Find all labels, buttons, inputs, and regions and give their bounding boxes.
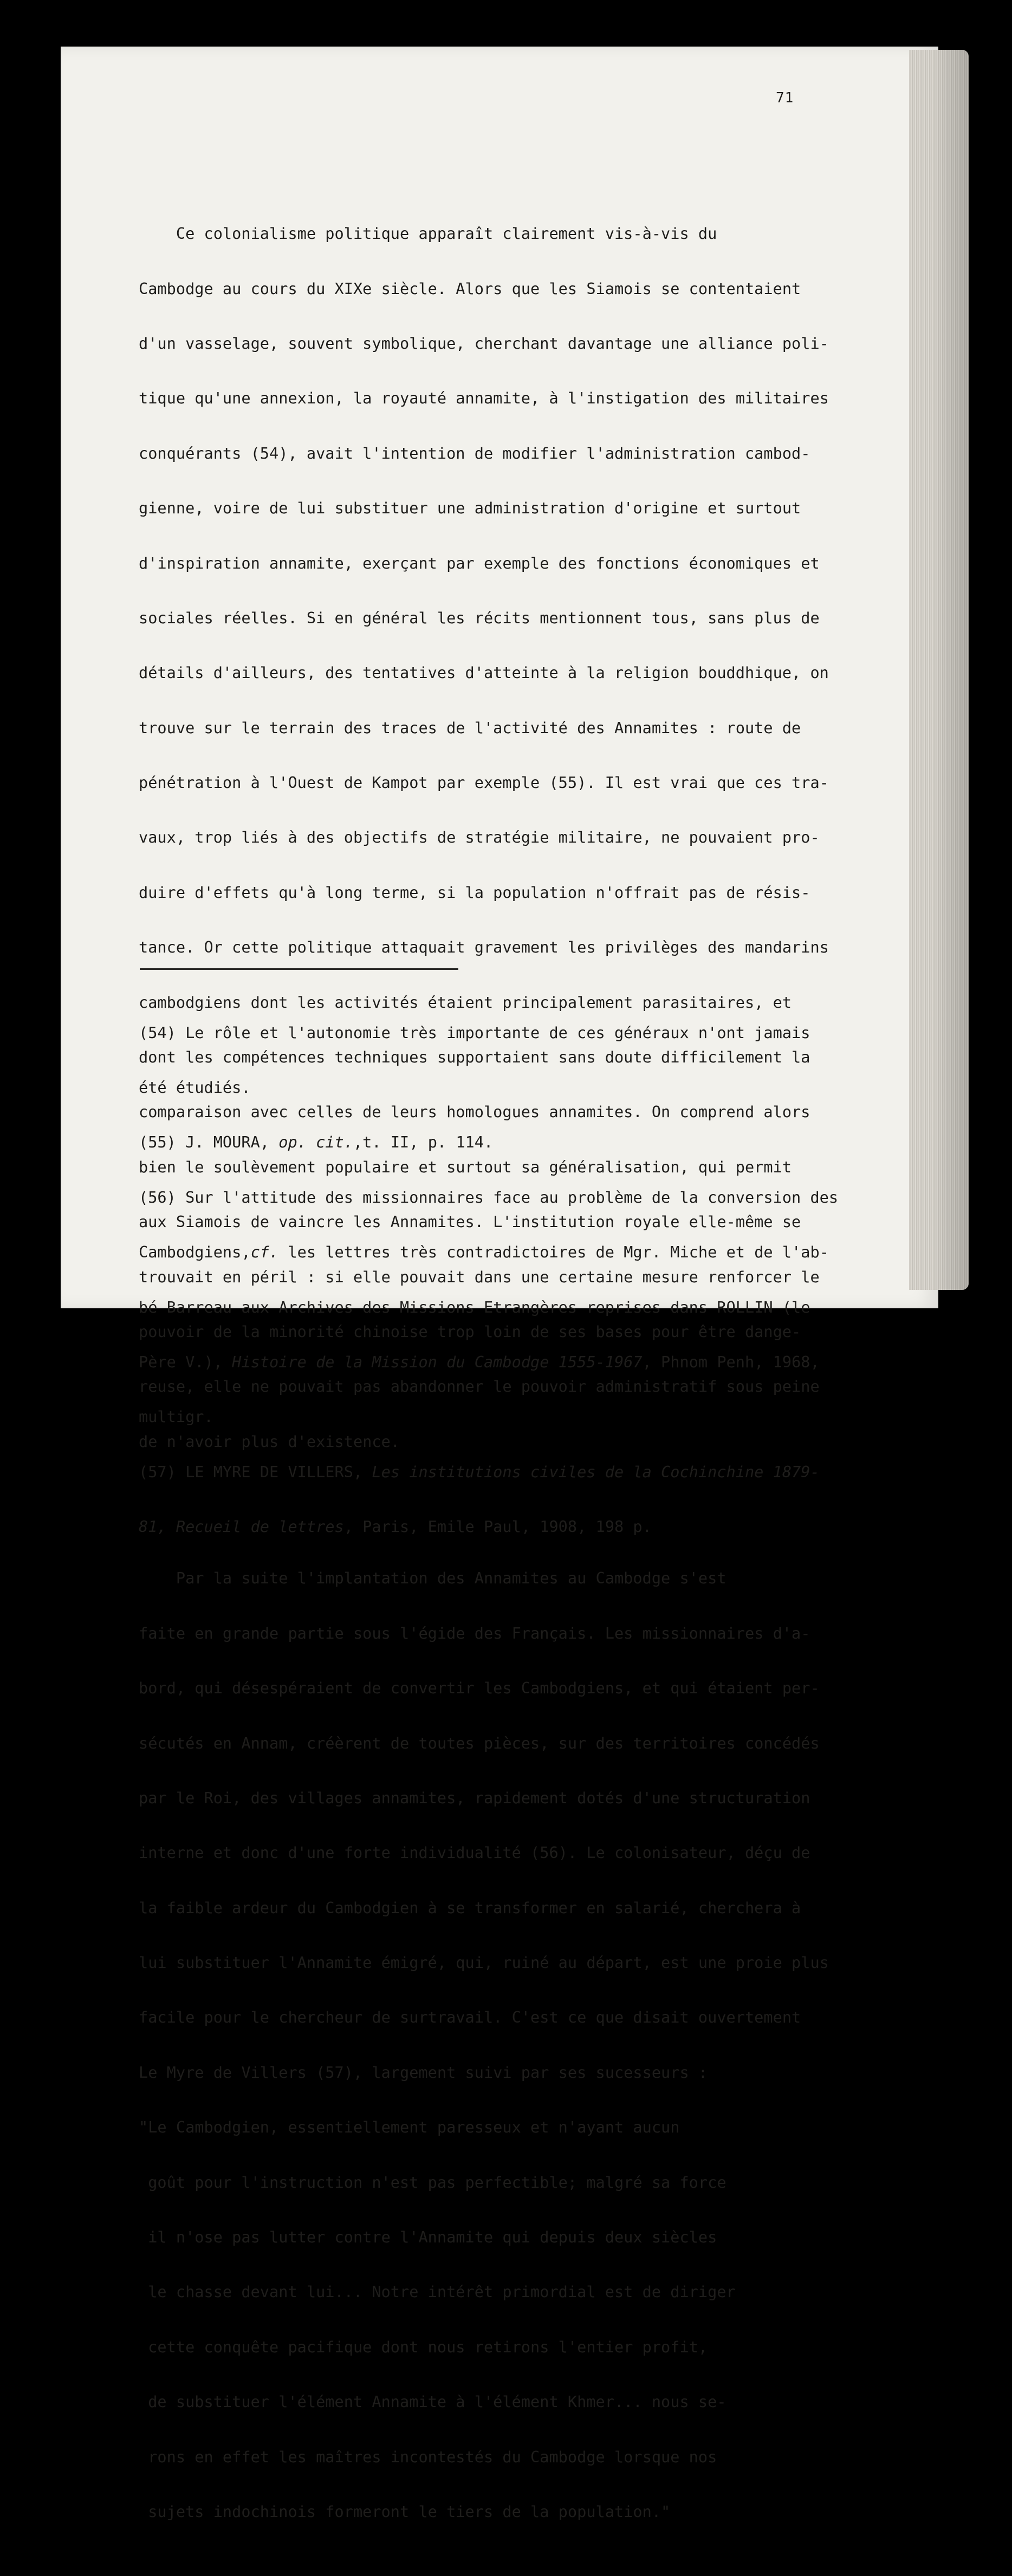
footnote-text: , Phnom Penh, 1968, [642, 1352, 820, 1371]
footnote-text: ,t. II, p. 114. [353, 1133, 494, 1152]
footnote-56-line: multigr. [139, 1407, 213, 1426]
footnote-56-line: bé Barreau aux Archives des Missions Etrangères reprises dans ROLLIN (le [139, 1297, 810, 1316]
footnote-text: Cambodgiens, [139, 1243, 251, 1262]
text-line: Le Myre de Villers (57), largement suivi par ses sucesseurs : [139, 2063, 708, 2082]
footnote-text: (55) J. MOURA, [139, 1133, 279, 1152]
footnote-54-line: (54) Le rôle et l'autonomie très importante de ces généraux n'ont jamais [139, 1023, 810, 1042]
text-line: bien le soulèvement populaire et surtout sa généralisation, qui permit [139, 1157, 792, 1176]
footnote-54-line: été étudiés. [139, 1078, 251, 1097]
footnote-55 [139, 1133, 821, 1152]
text-line: tique qu'une annexion, la royauté annamite, à l'instigation des militaires [139, 389, 829, 408]
text-line: sécutés en Annam, créèrent de toutes pièces, sur des territoires concédés [139, 1733, 820, 1752]
text-line: d'inspiration annamite, exerçant par exemple des fonctions économiques et [139, 553, 820, 572]
quote-line: le chasse devant lui... Notre intérêt primordial est de diriger [139, 2282, 736, 2301]
text-line: la faible ardeur du Cambodgien à se transformer en salarié, cherchera à [139, 1898, 801, 1917]
footnote-text: Père V.), [139, 1352, 232, 1371]
quote-line: de substituer l'élément Annamite à l'élément Khmer... nous se- [139, 2392, 726, 2411]
footnote-text: les lettres très contradictoires de Mgr. Miche et de l'ab- [278, 1243, 829, 1262]
footnote-italic: op. cit. [278, 1133, 353, 1152]
footnote-italic: cf. [250, 1243, 279, 1262]
footnote-italic: Histoire de la Mission du Cambodge 1555-1967 [232, 1352, 643, 1371]
footnote-56-line [139, 1353, 821, 1372]
quote-line: "Le Cambodgien, essentiellement paresseux et n'ayant aucun [139, 2118, 680, 2137]
footnotes [139, 987, 839, 1555]
text-line: duire d'effets qu'à long terme, si la population n'offrait pas de résis- [139, 883, 810, 902]
text-line: sociales réelles. Si en général les récits mentionnent tous, sans plus de [139, 608, 820, 627]
text-line: bord, qui désespéraient de convertir les Cambodgiens, et qui étaient per- [139, 1679, 820, 1698]
text-line: gienne, voire de lui substituer une administration d'origine et surtout [139, 499, 801, 518]
text-line: détails d'ailleurs, des tentatives d'atteinte à la religion bouddhique, on [139, 663, 829, 682]
footnote-57-line [139, 1518, 821, 1536]
text-line: conquérants (54), avait l'intention de modifier l'administration cambod- [139, 444, 810, 462]
footnote-text: , Paris, Emile Paul, 1908, 198 p. [343, 1517, 652, 1536]
text-line: faite en grande partie sous l'égide des Français. Les missionnaires d'a- [139, 1623, 810, 1642]
text-line: pouvoir de la minorité chinoise trop loin de ses bases pour être dange- [139, 1322, 801, 1341]
text-line: tance. Or cette politique attaquait gravement les privilèges des mandarins [139, 938, 829, 957]
text-line: de n'avoir plus d'existence. [139, 1432, 400, 1451]
text-line: pénétration à l'Ouest de Kampot par exemple (55). Il est vrai que ces tra- [139, 773, 829, 792]
quote-line: cette conquête pacifique dont nous retirons l'entier profit, [139, 2337, 708, 2356]
text-line: lui substituer l'Annamite émigré, qui, ruiné au départ, est une proie plus [139, 1953, 829, 1972]
text-line: reuse, elle ne pouvait pas abandonner le pouvoir administratif sous peine [139, 1377, 820, 1396]
text-line: aux Siamois de vaincre les Annamites. L'institution royale elle-même se [139, 1212, 801, 1231]
text-line: comparaison avec celles de leurs homologues annamites. On comprend alors [139, 1103, 810, 1121]
paragraph-2 [139, 1533, 829, 2558]
text-line: Cambodge au cours du XIXe siècle. Alors que les Siamois se contentaient [139, 279, 801, 298]
text-line: trouvait en péril : si elle pouvait dans une certaine mesure renforcer le [139, 1267, 820, 1286]
text-line: Par la suite l'implantation des Annamites au Cambodge s'est [139, 1569, 726, 1588]
text-line: d'un vasselage, souvent symbolique, cherchant davantage une alliance poli- [139, 334, 829, 353]
footnote-separator [140, 968, 458, 970]
text-line: trouve sur le terrain des traces de l'activité des Annamites : route de [139, 718, 801, 737]
page-edge-shadow [932, 50, 969, 1290]
footnote-italic: Les institutions civiles de la Cochinchine 1879- [372, 1462, 820, 1481]
footnote-text: (57) LE MYRE DE VILLERS, [139, 1462, 372, 1481]
quote-line: rons en effet les maîtres incontestés du Cambodge lorsque nos [139, 2447, 717, 2466]
text-line: facile pour le chercheur de surtravail. C'est ce que disait ouvertement [139, 2008, 801, 2027]
footnote-56-line [139, 1243, 829, 1262]
quote-line: goût pour l'instruction n'est pas perfectible; malgré sa force [139, 2173, 726, 2192]
footnote-56-line: (56) Sur l'attitude des missionnaires face au problème de la conversion des [139, 1188, 839, 1207]
text-line: interne et donc d'une forte individualité (56). Le colonisateur, déçu de [139, 1843, 810, 1862]
text-line: Ce colonialisme politique apparaît clairement vis-à-vis du [139, 224, 717, 243]
text-line: vaux, trop liés à des objectifs de stratégie militaire, ne pouvaient pro- [139, 828, 820, 847]
text-line: dont les compétences techniques supportaient sans doute difficilement la [139, 1048, 810, 1067]
page-number: 71 [776, 90, 794, 106]
quote-line: il n'ose pas lutter contre l'Annamite qui depuis deux siècles [139, 2228, 717, 2247]
text-line: par le Roi, des villages annamites, rapidement dotés d'une structuration [139, 1788, 810, 1807]
footnote-57-line [139, 1463, 821, 1482]
footnote-italic: 81, Recueil de lettres [139, 1517, 344, 1536]
text-line: cambodgiens dont les activités étaient principalement parasitaires, et [139, 993, 792, 1012]
quote-line: sujets indochinois formeront le tiers de la population." [139, 2502, 671, 2521]
